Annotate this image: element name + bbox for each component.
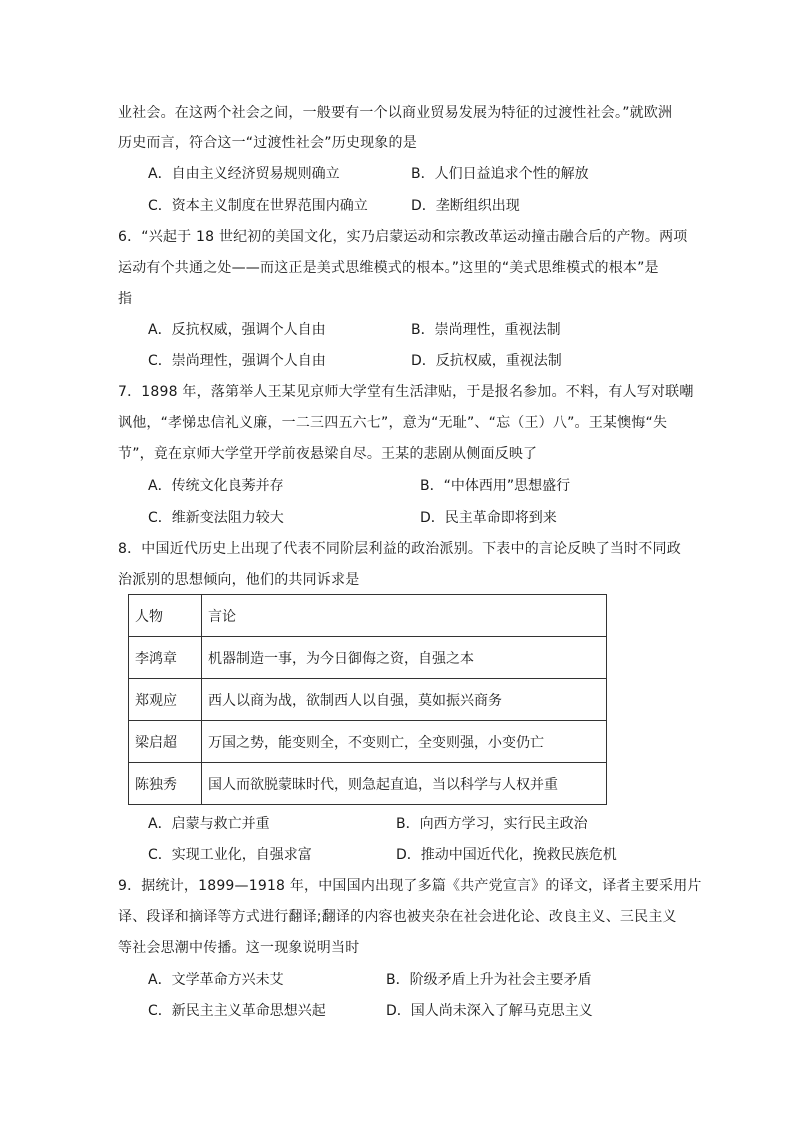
q9-option-d: D．国人尚未深入了解马克思主义 [386, 1003, 593, 1019]
table-cell-person: 郑观应 [129, 679, 202, 721]
q9-stem-line-3: 等社会思潮中传播。这一现象说明当时 [118, 940, 360, 956]
q9-stem-line-2: 译、段译和摘译等方式进行翻译;翻译的内容也被夹杂在社会进化论、改良主义、三民主义 [118, 909, 677, 925]
q6-stem-line-2: 运动有个共通之处——而这正是美式思维模式的根本。”这里的“美式思维模式的根本”是 [118, 260, 659, 276]
table-header-quote: 言论 [202, 595, 607, 637]
q7-option-c: C．维新变法阻力较大 [148, 510, 284, 526]
table-header-row [129, 595, 607, 637]
q7-stem-line-2: 讽他，“孝悌忠信礼义廉，一二三四五六七”，意为“无耻”、“忘（王）八”。王某懊悔“失 [118, 415, 668, 431]
q5-option-a: A．自由主义经济贸易规则确立 [148, 166, 340, 182]
table-row [129, 637, 607, 679]
table-cell-person: 李鸿章 [129, 637, 202, 679]
q5-option-d: D．垄断组织出现 [411, 198, 520, 214]
q7-option-d: D．民主革命即将到来 [420, 510, 557, 526]
q6-option-a: A．反抗权威，强调个人自由 [148, 322, 326, 338]
q8-option-d: D．推动中国近代化，挽救民族危机 [396, 847, 617, 863]
table-cell-person: 梁启超 [129, 721, 202, 763]
q9-option-a: A．文学革命方兴未艾 [148, 972, 284, 988]
q7-option-b: B．“中体西用”思想盛行 [420, 478, 571, 494]
table-cell-quote: 西人以商为战，欲制西人以自强，莫如振兴商务 [202, 679, 607, 721]
q8-stem-line-1: 8．中国近代历史上出现了代表不同阶层利益的政治派别。下表中的言论反映了当时不同政 [118, 541, 681, 557]
table-cell-quote: 国人而欲脱蒙昧时代，则急起直追，当以科学与人权并重 [202, 763, 607, 805]
q8-option-a: A．启蒙与救亡并重 [148, 816, 270, 832]
q8-stem-line-2: 治派别的思想倾向，他们的共同诉求是 [118, 572, 360, 588]
quotes-table [128, 594, 607, 805]
table-row [129, 679, 607, 721]
q5-stem-line-1: 业社会。在这两个社会之间，一般要有一个以商业贸易发展为特征的过渡性社会。”就欧洲 [118, 105, 673, 121]
table-cell-quote: 机器制造一事，为今日御侮之资，自强之本 [202, 637, 607, 679]
q6-option-c: C．崇尚理性，强调个人自由 [148, 353, 326, 369]
q5-option-c: C．资本主义制度在世界范围内确立 [148, 198, 368, 214]
q6-option-b: B．崇尚理性，重视法制 [411, 322, 561, 338]
table-row [129, 763, 607, 805]
q5-option-b: B．人们日益追求个性的解放 [411, 166, 589, 182]
q6-option-d: D．反抗权威，重视法制 [411, 353, 562, 369]
table-row [129, 721, 607, 763]
q9-option-c: C．新民主主义革命思想兴起 [148, 1003, 326, 1019]
q5-stem-line-2: 历史而言，符合这一“过渡性社会”历史现象的是 [118, 135, 417, 151]
q6-stem-line-1: 6．“兴起于 18 世纪初的美国文化，实乃启蒙运动和宗教改革运动撞击融合后的产物。两项 [118, 229, 688, 245]
q9-option-b: B．阶级矛盾上升为社会主要矛盾 [386, 972, 592, 988]
table-cell-quote: 万国之势，能变则全，不变则亡，全变则强，小变仍亡 [202, 721, 607, 763]
q8-option-c: C．实现工业化，自强求富 [148, 847, 312, 863]
q7-stem-line-3: 节”，竟在京师大学堂开学前夜悬梁自尽。王某的悲剧从侧面反映了 [118, 446, 538, 462]
q6-stem-line-3: 指 [118, 291, 133, 307]
table-cell-person: 陈独秀 [129, 763, 202, 805]
q7-stem-line-1: 7．1898 年，落第举人王某见京师大学堂有生活津贴，于是报名参加。不料，有人写对联嘲 [118, 384, 694, 400]
q8-option-b: B．向西方学习，实行民主政治 [396, 816, 588, 832]
table-header-person: 人物 [129, 595, 202, 637]
q9-stem-line-1: 9．据统计，1899—1918 年，中国国内出现了多篇《共产党宣言》的译文，译者主要采用片 [118, 878, 702, 894]
q7-option-a: A．传统文化良莠并存 [148, 478, 284, 494]
